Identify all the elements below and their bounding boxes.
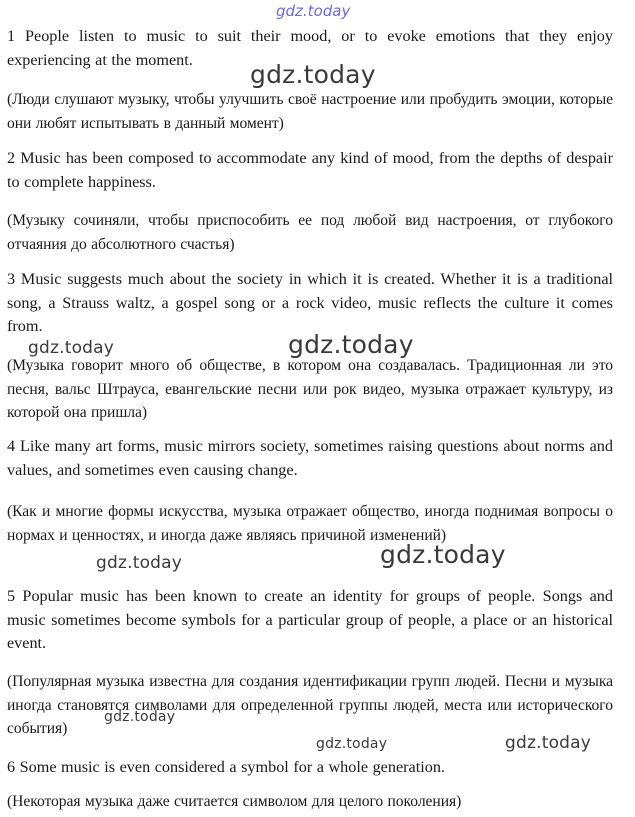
watermark: gdz.today bbox=[96, 553, 183, 573]
paragraph-4-english: 4 Like many art forms, music mirrors society, sometimes raising questions about norms and values, and sometimes even causing change. bbox=[7, 437, 613, 479]
paragraph-5-russian: (Популярная музыка известна для создания идентификации групп людей. Песни и музыка иногда становятся символами для определенной группы людей, места или исторического события) bbox=[7, 673, 613, 737]
paragraph-6-english: 6 Some music is even considered a symbol for a whole generation. bbox=[7, 758, 445, 776]
paragraph-2-russian: (Музыку сочиняли, чтобы приспособить ее под любой вид настроения, от глубокого отчаяния до абсолютного счастья) bbox=[7, 212, 613, 253]
paragraph-4-russian: (Как и многие формы искусства, музыка отражает общество, иногда поднимая вопросы о нормах и ценностях, и иногда даже являясь причиной изменений) bbox=[7, 503, 613, 544]
paragraph-3-english: 3 Music suggests much about the society in which it is created. Whether it is a traditional song, a Strauss waltz, a gospel song or a rock video, music reflects the culture it comes from. bbox=[7, 270, 613, 335]
watermark: gdz.today bbox=[104, 709, 176, 725]
paragraph-1-russian: (Люди слушают музыку, чтобы улучшить своё настроение или пробудить эмоции, которые они любят испытывать в данный момент) bbox=[7, 91, 613, 132]
watermark: gdz.today bbox=[288, 330, 414, 359]
paragraph-5-english: 5 Popular music has been known to create an identity for groups of people. Songs and music sometimes become symbols for a particular group of people, a place or an historical event. bbox=[7, 587, 613, 652]
paragraph-2-english: 2 Music has been composed to accommodate any kind of mood, from the depths of despair to complete happiness. bbox=[7, 149, 613, 191]
watermark: gdz.today bbox=[250, 60, 376, 89]
watermark-top: gdz.today bbox=[276, 2, 351, 20]
watermark: gdz.today bbox=[505, 733, 592, 753]
watermark: gdz.today bbox=[380, 540, 506, 569]
paragraph-6-russian: (Некоторая музыка даже считается символом для целого поколения) bbox=[7, 793, 462, 810]
watermark: gdz.today bbox=[28, 338, 115, 358]
watermark: gdz.today bbox=[316, 736, 388, 752]
paragraph-1-english: 1 People listen to music to suit their mood, or to evoke emotions that they enjoy experiencing at the moment. bbox=[7, 27, 613, 69]
paragraph-3-russian: (Музыка говорит много об обществе, в котором она создавалась. Традиционная ли это песня, вальс Штрауса, евангельские песни или рок видео, музыка отражает культуру, из которой она пришла) bbox=[7, 357, 613, 421]
